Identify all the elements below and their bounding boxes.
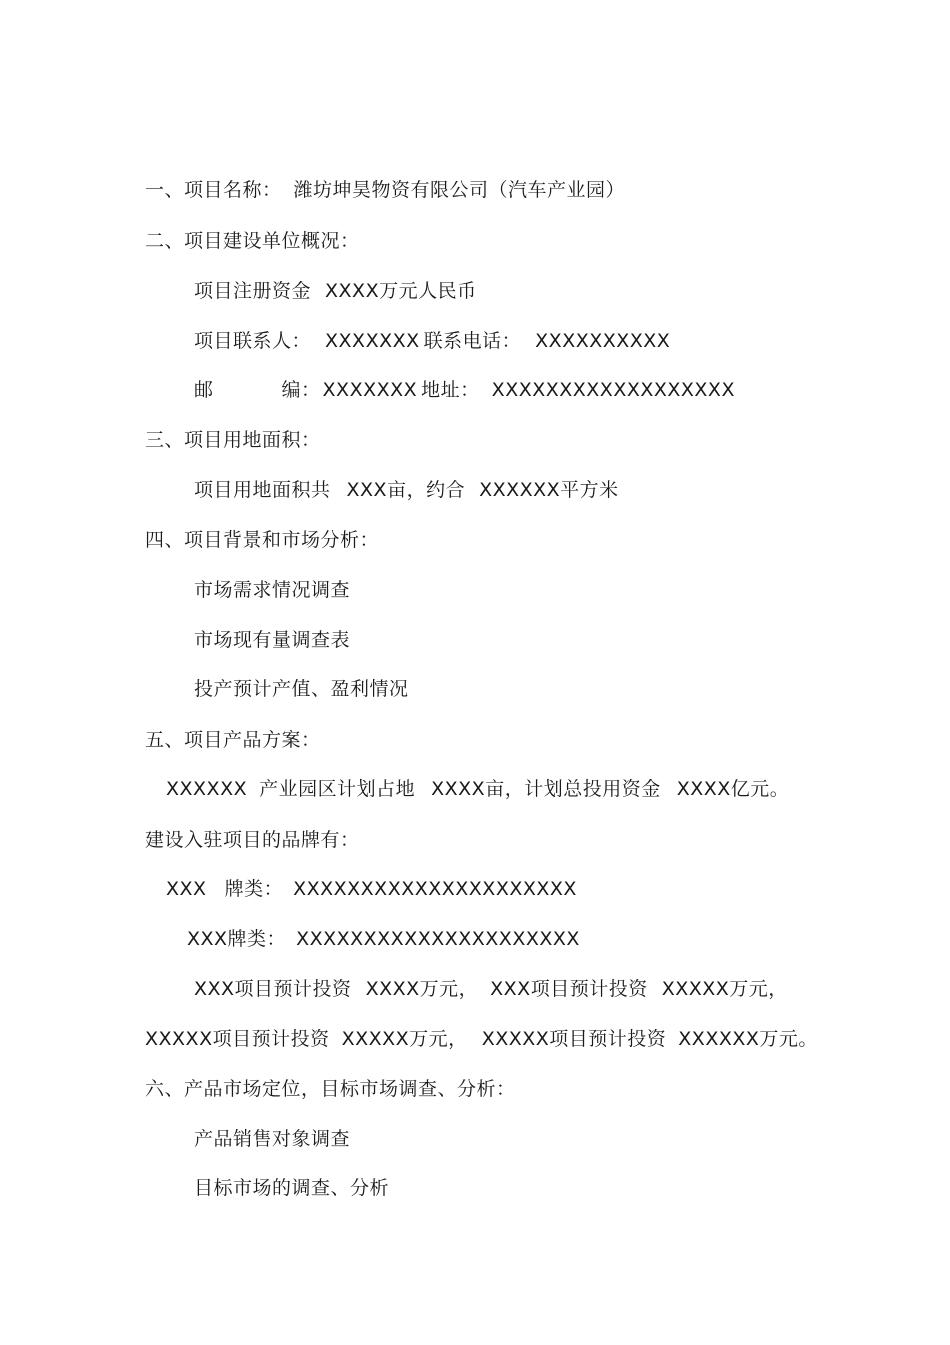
postcode-value: XXXXXXX — [322, 379, 418, 401]
park-plan-text: 产业园区计划占地 — [259, 778, 416, 800]
postcode-address-line — [194, 377, 735, 403]
heading-text: 六、产品市场定位，目标市场调查、分析： — [145, 1078, 516, 1100]
section-heading — [145, 1076, 516, 1102]
park-investment: XXXX亿元。 — [676, 778, 790, 800]
section-heading — [145, 427, 321, 453]
list-item — [194, 627, 350, 653]
brand-value: XXXXXXXXXXXXXXXXXXXXX — [296, 928, 580, 950]
section-heading: 一、项目名称： — [145, 179, 282, 201]
list-item-text: 市场需求情况调查 — [194, 579, 351, 601]
brand-line — [166, 876, 577, 902]
list-item-text: 产品销售对象调查 — [194, 1128, 351, 1150]
brand-name: XXX牌类： — [187, 928, 287, 950]
investment-item: XXXXX项目预计投资 — [481, 1028, 667, 1050]
brands-intro — [145, 827, 360, 853]
park-area-text: XXXX亩，计划总投用资金 — [431, 778, 661, 800]
brand-value: XXXXXXXXXXXXXXXXXXXXX — [293, 878, 577, 900]
investment-item: XXX项目预计投资 — [194, 978, 352, 1000]
investment-amount: XXXXX万元， — [661, 978, 788, 1000]
registered-capital-line — [194, 278, 477, 304]
park-name: XXXXXX — [166, 778, 248, 800]
land-area-line — [194, 477, 619, 503]
list-item-text: 投产预计产值、盈利情况 — [194, 678, 409, 700]
heading-text: 五、项目产品方案： — [145, 729, 321, 751]
investment-line — [194, 976, 788, 1002]
section-heading — [145, 228, 360, 254]
list-item — [194, 676, 409, 702]
investment-item: XXX项目预计投资 — [490, 978, 648, 1000]
project-name-value: 潍坊坤昊物资有限公司（汽车产业园） — [293, 179, 626, 201]
capital-value: XXXX万元人民币 — [325, 280, 477, 302]
project-name-line — [145, 177, 625, 203]
heading-text: 二、项目建设单位概况： — [145, 230, 360, 252]
list-item-text: 目标市场的调查、分析 — [194, 1177, 390, 1199]
section-heading — [145, 727, 321, 753]
brand-line — [187, 926, 580, 952]
contact-value: XXXXXXX — [325, 330, 420, 352]
list-item — [194, 1175, 389, 1201]
land-area-sqm: XXXXXX平方米 — [479, 479, 619, 501]
heading-text: 三、项目用地面积： — [145, 429, 321, 451]
contact-line — [194, 328, 670, 354]
brand-name: XXX — [166, 878, 207, 900]
brands-intro-text: 建设入驻项目的品牌有： — [145, 829, 360, 851]
list-item — [194, 577, 350, 603]
land-area-label: 项目用地面积共 — [194, 479, 331, 501]
phone-value: XXXXXXXXXX — [535, 330, 671, 352]
phone-label: 联系电话： — [423, 330, 522, 352]
heading-text: 四、项目背景和市场分析： — [145, 529, 380, 551]
address-label: 地址： — [421, 379, 480, 401]
postcode-label-part2: 编： — [281, 379, 321, 401]
section-heading — [145, 527, 379, 553]
address-value: XXXXXXXXXXXXXXXXXX — [491, 379, 735, 401]
park-plan-line — [166, 776, 789, 802]
investment-amount: XXXXX万元， — [341, 1028, 468, 1050]
contact-label: 项目联系人： — [194, 330, 312, 352]
land-area-mu: XXX亩，约合 — [346, 479, 466, 501]
list-item-text: 市场现有量调查表 — [194, 629, 351, 651]
postcode-label-part1: 邮 — [194, 379, 214, 401]
investment-amount: XXXXXX万元。 — [678, 1028, 818, 1050]
investment-line — [145, 1026, 818, 1052]
investment-amount: XXXX万元， — [365, 978, 479, 1000]
capital-label: 项目注册资金 — [194, 280, 312, 302]
list-item — [194, 1126, 350, 1152]
investment-item: XXXXX项目预计投资 — [145, 1028, 330, 1050]
brand-label: 牌类： — [224, 878, 284, 900]
